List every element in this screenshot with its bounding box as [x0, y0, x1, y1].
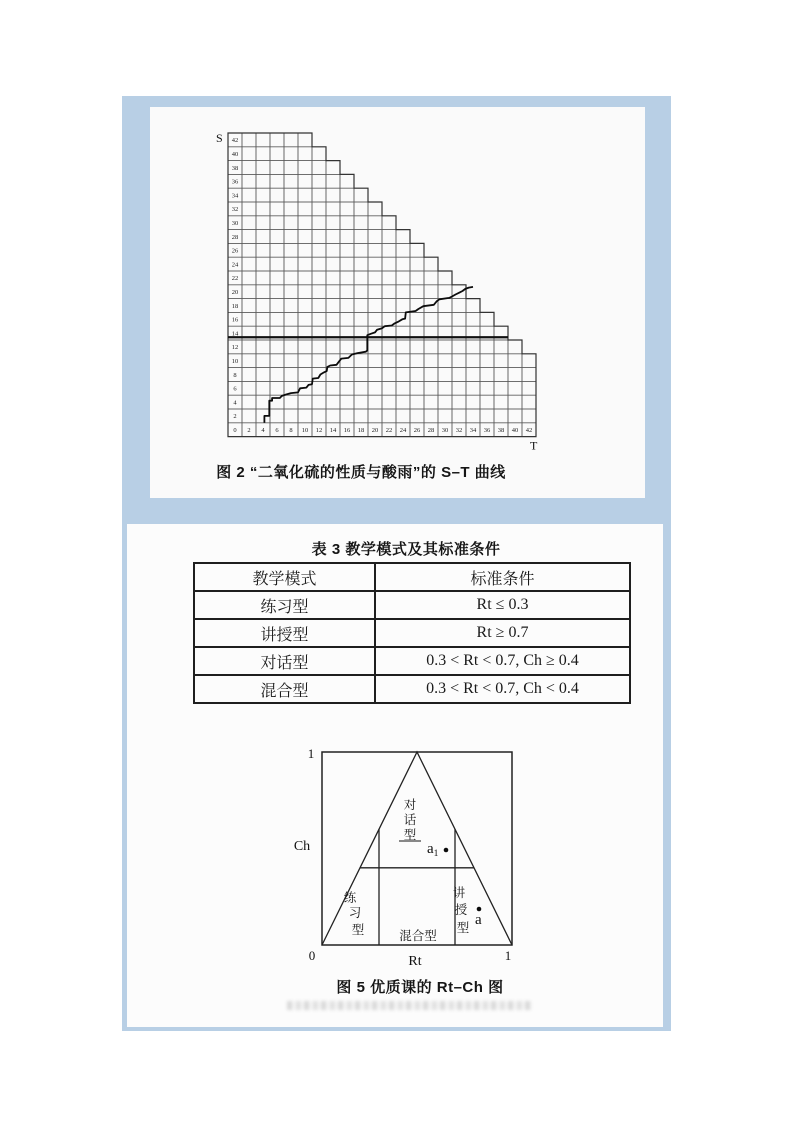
- table3-cell: 练习型: [194, 591, 375, 619]
- svg-text:24: 24: [231, 261, 239, 269]
- svg-text:4: 4: [261, 427, 265, 434]
- svg-text:12: 12: [315, 427, 323, 434]
- svg-text:42: 42: [525, 427, 533, 434]
- table3-cell: 混合型: [194, 675, 375, 703]
- st-axis-letters: [216, 131, 538, 453]
- svg-text:a1: $a_1$: [427, 841, 439, 859]
- table3-header-cell: 教学模式: [194, 563, 375, 591]
- svg-text:型: 型: [403, 828, 417, 842]
- svg-text:8: 8: [233, 371, 237, 379]
- svg-text:Rt: Rt: [408, 954, 422, 969]
- svg-text:30: 30: [231, 220, 239, 227]
- svg-text:0: 0: [233, 427, 237, 434]
- svg-text:6: 6: [233, 385, 237, 393]
- table3-cell: Rt ≥ 0.7: [375, 619, 630, 647]
- table3: [193, 562, 631, 704]
- table3-row: [194, 619, 630, 647]
- svg-text:32: 32: [231, 206, 239, 214]
- figure5-caption: 图 5 优质课的 Rt–Ch 图: [336, 979, 504, 996]
- svg-text:2: 2: [233, 413, 237, 421]
- figure2-panel: [122, 96, 671, 520]
- st-grid: [228, 133, 536, 437]
- print-bleed-smudge: [287, 1001, 532, 1010]
- rt-ch-figure: [292, 744, 532, 979]
- svg-text:30: 30: [441, 427, 449, 434]
- svg-text:34: 34: [231, 192, 239, 200]
- svg-text:40: 40: [511, 427, 519, 434]
- svg-text:讲: 讲: [452, 886, 466, 900]
- svg-text:10: 10: [231, 358, 239, 365]
- svg-text:42: 42: [231, 137, 239, 145]
- svg-text:a: a: [475, 912, 482, 928]
- svg-text:34: 34: [469, 427, 477, 434]
- table3-row: [194, 591, 630, 619]
- svg-text:话: 话: [403, 813, 417, 827]
- svg-text:授: 授: [454, 903, 468, 917]
- svg-text:38: 38: [231, 164, 239, 172]
- svg-text:36: 36: [483, 427, 491, 434]
- svg-text:22: 22: [385, 427, 393, 434]
- table3-header-cell: 标准条件: [375, 563, 630, 591]
- svg-text:16: 16: [231, 316, 239, 324]
- table3-header-row: [194, 563, 630, 591]
- table-figure-paper-area: [127, 524, 663, 1027]
- svg-text:型: 型: [351, 923, 365, 937]
- svg-text:4: 4: [233, 399, 237, 407]
- table3-row: [194, 675, 630, 703]
- svg-text:38: 38: [497, 427, 505, 434]
- table3-cell: 对话型: [194, 647, 375, 675]
- svg-text:26: 26: [413, 427, 421, 434]
- svg-text:Ch: Ch: [293, 839, 311, 854]
- svg-text:1: 1: [307, 746, 315, 761]
- svg-text:8: 8: [289, 427, 293, 434]
- svg-text:24: 24: [399, 427, 407, 434]
- svg-text:40: 40: [231, 151, 239, 158]
- table-figure-panel: [122, 520, 671, 1031]
- svg-text:6: 6: [275, 427, 279, 434]
- svg-text:28: 28: [427, 427, 435, 434]
- figure2-caption: 图 2 “二氧化硫的性质与酸雨”的 S–T 曲线: [216, 464, 506, 481]
- svg-text:14: 14: [329, 427, 337, 434]
- svg-text:22: 22: [231, 275, 239, 283]
- svg-text:练: 练: [343, 891, 357, 905]
- svg-text:36: 36: [231, 178, 239, 186]
- svg-text:16: 16: [343, 427, 351, 434]
- svg-text:对: 对: [403, 798, 417, 812]
- table3-cell: Rt ≤ 0.3: [375, 591, 630, 619]
- svg-text:习: 习: [348, 906, 362, 920]
- table3-row: [194, 647, 630, 675]
- svg-text:20: 20: [231, 289, 239, 296]
- figure2-paper-area: [150, 107, 645, 498]
- svg-text:18: 18: [357, 427, 365, 434]
- svg-text:2: 2: [247, 427, 251, 434]
- svg-text:型: 型: [456, 921, 470, 935]
- table3-cell: 0.3 < Rt < 0.7, Ch ≥ 0.4: [375, 647, 630, 675]
- svg-text:0: 0: [308, 948, 316, 963]
- svg-text:18: 18: [231, 302, 239, 310]
- svg-text:12: 12: [231, 344, 239, 352]
- svg-text:S: S: [216, 131, 223, 145]
- table3-cell: 0.3 < Rt < 0.7, Ch < 0.4: [375, 675, 630, 703]
- table3-cell: 讲授型: [194, 619, 375, 647]
- svg-text:14: 14: [231, 330, 239, 338]
- st-curve: [264, 287, 473, 423]
- st-chart: [208, 125, 558, 455]
- svg-text:10: 10: [301, 427, 309, 434]
- svg-text:20: 20: [371, 427, 379, 434]
- svg-text:1: 1: [504, 948, 512, 963]
- svg-text:T: T: [530, 438, 538, 453]
- svg-text:32: 32: [455, 427, 463, 434]
- svg-text:28: 28: [231, 233, 239, 241]
- table3-title: 表 3 教学模式及其标准条件: [311, 541, 501, 558]
- svg-text:26: 26: [231, 247, 239, 255]
- svg-text:混合型: 混合型: [399, 929, 437, 943]
